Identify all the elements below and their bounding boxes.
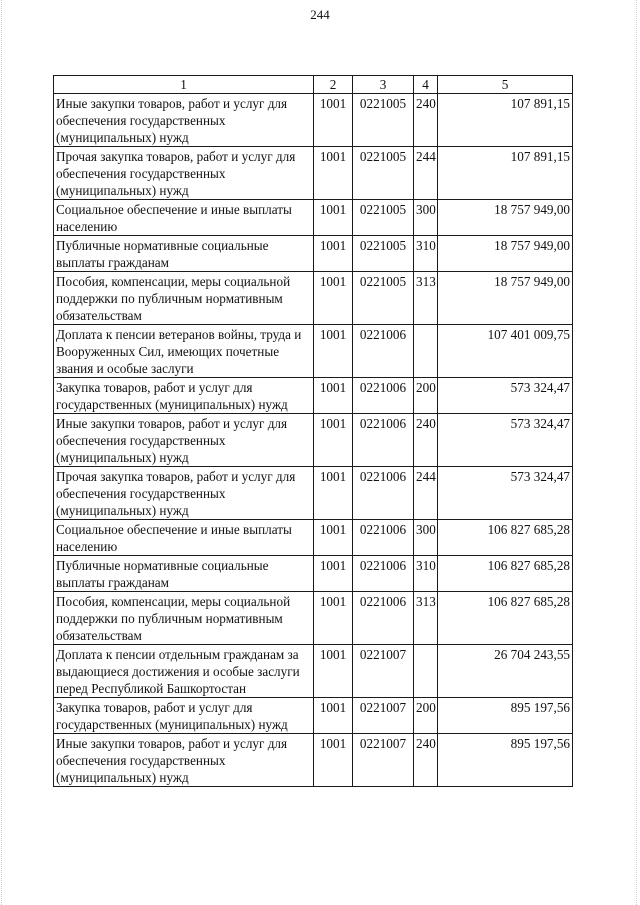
row-vid-cell: 313 xyxy=(414,272,438,325)
row-target-cell: 0221005 xyxy=(353,272,414,325)
row-target-cell: 0221007 xyxy=(353,734,414,787)
row-vid-cell: 300 xyxy=(414,200,438,236)
row-name-cell: Иные закупки товаров, работ и услуг для обеспечения государственных (муниципальных) нужд xyxy=(54,414,314,467)
row-amount-cell: 573 324,47 xyxy=(438,378,573,414)
table-body xyxy=(54,94,573,787)
table-row xyxy=(54,520,573,556)
row-amount-cell: 895 197,56 xyxy=(438,734,573,787)
table-row xyxy=(54,556,573,592)
row-target-cell: 0221006 xyxy=(353,592,414,645)
row-vid-cell: 300 xyxy=(414,520,438,556)
table-row xyxy=(54,467,573,520)
row-amount-cell: 106 827 685,28 xyxy=(438,520,573,556)
row-name-cell: Доплата к пенсии отдельным гражданам за выдающиеся достижения и особые заслуги перед Республикой Башкортостан xyxy=(54,645,314,698)
row-target-cell: 0221006 xyxy=(353,467,414,520)
row-amount-cell: 895 197,56 xyxy=(438,698,573,734)
row-vid-cell: 240 xyxy=(414,94,438,147)
row-name-cell: Социальное обеспечение и иные выплаты населению xyxy=(54,200,314,236)
row-target-cell: 0221006 xyxy=(353,520,414,556)
header-col-4: 4 xyxy=(414,76,438,94)
row-section-cell: 1001 xyxy=(314,520,353,556)
row-target-cell: 0221005 xyxy=(353,94,414,147)
row-target-cell: 0221007 xyxy=(353,698,414,734)
table-row xyxy=(54,698,573,734)
row-vid-cell: 240 xyxy=(414,734,438,787)
row-name-cell: Пособия, компенсации, меры социальной поддержки по публичным нормативным обязательствам xyxy=(54,592,314,645)
row-name-cell: Публичные нормативные социальные выплаты гражданам xyxy=(54,236,314,272)
row-section-cell: 1001 xyxy=(314,556,353,592)
row-name-cell: Публичные нормативные социальные выплаты гражданам xyxy=(54,556,314,592)
table-row xyxy=(54,378,573,414)
row-amount-cell: 18 757 949,00 xyxy=(438,236,573,272)
budget-table xyxy=(53,75,573,787)
row-name-cell: Прочая закупка товаров, работ и услуг для обеспечения государственных (муниципальных) нужд xyxy=(54,467,314,520)
row-amount-cell: 573 324,47 xyxy=(438,467,573,520)
row-target-cell: 0221005 xyxy=(353,200,414,236)
row-amount-cell: 18 757 949,00 xyxy=(438,200,573,236)
table-row xyxy=(54,325,573,378)
row-vid-cell: 313 xyxy=(414,592,438,645)
row-target-cell: 0221006 xyxy=(353,378,414,414)
row-target-cell: 0221006 xyxy=(353,325,414,378)
row-section-cell: 1001 xyxy=(314,378,353,414)
scan-edge-right xyxy=(636,0,638,905)
row-name-cell: Иные закупки товаров, работ и услуг для обеспечения государственных (муниципальных) нужд xyxy=(54,94,314,147)
header-col-5: 5 xyxy=(438,76,573,94)
table-row xyxy=(54,236,573,272)
row-name-cell: Социальное обеспечение и иные выплаты населению xyxy=(54,520,314,556)
row-section-cell: 1001 xyxy=(314,200,353,236)
row-vid-cell: 240 xyxy=(414,414,438,467)
row-vid-cell xyxy=(414,325,438,378)
row-section-cell: 1001 xyxy=(314,467,353,520)
table-row xyxy=(54,147,573,200)
row-name-cell: Пособия, компенсации, меры социальной поддержки по публичным нормативным обязательствам xyxy=(54,272,314,325)
header-col-2: 2 xyxy=(314,76,353,94)
page-number: 244 xyxy=(310,7,330,22)
scan-edge-left xyxy=(1,0,3,905)
row-amount-cell: 106 827 685,28 xyxy=(438,592,573,645)
row-section-cell: 1001 xyxy=(314,147,353,200)
row-amount-cell: 573 324,47 xyxy=(438,414,573,467)
row-name-cell: Закупка товаров, работ и услуг для государственных (муниципальных) нужд xyxy=(54,378,314,414)
table-row xyxy=(54,200,573,236)
row-vid-cell: 310 xyxy=(414,236,438,272)
table-row xyxy=(54,734,573,787)
row-section-cell: 1001 xyxy=(314,236,353,272)
row-amount-cell: 107 891,15 xyxy=(438,147,573,200)
header-col-1: 1 xyxy=(54,76,314,94)
row-amount-cell: 106 827 685,28 xyxy=(438,556,573,592)
row-section-cell: 1001 xyxy=(314,94,353,147)
header-col-3: 3 xyxy=(353,76,414,94)
table-header xyxy=(54,76,573,94)
table-row xyxy=(54,94,573,147)
row-section-cell: 1001 xyxy=(314,325,353,378)
row-vid-cell: 244 xyxy=(414,467,438,520)
row-section-cell: 1001 xyxy=(314,414,353,467)
row-target-cell: 0221006 xyxy=(353,556,414,592)
row-vid-cell: 244 xyxy=(414,147,438,200)
row-target-cell: 0221005 xyxy=(353,147,414,200)
row-vid-cell: 310 xyxy=(414,556,438,592)
row-target-cell: 0221006 xyxy=(353,414,414,467)
row-section-cell: 1001 xyxy=(314,645,353,698)
row-target-cell: 0221005 xyxy=(353,236,414,272)
table-row xyxy=(54,592,573,645)
row-section-cell: 1001 xyxy=(314,698,353,734)
row-section-cell: 1001 xyxy=(314,272,353,325)
row-target-cell: 0221007 xyxy=(353,645,414,698)
row-vid-cell: 200 xyxy=(414,698,438,734)
row-name-cell: Иные закупки товаров, работ и услуг для обеспечения государственных (муниципальных) нужд xyxy=(54,734,314,787)
table-row xyxy=(54,645,573,698)
row-vid-cell xyxy=(414,645,438,698)
header-row xyxy=(54,76,573,94)
row-name-cell: Доплата к пенсии ветеранов войны, труда и Вооруженных Сил, имеющих почетные звания и особые заслуги xyxy=(54,325,314,378)
row-amount-cell: 18 757 949,00 xyxy=(438,272,573,325)
row-vid-cell: 200 xyxy=(414,378,438,414)
row-name-cell: Прочая закупка товаров, работ и услуг для обеспечения государственных (муниципальных) нужд xyxy=(54,147,314,200)
row-section-cell: 1001 xyxy=(314,592,353,645)
row-amount-cell: 107 891,15 xyxy=(438,94,573,147)
row-amount-cell: 26 704 243,55 xyxy=(438,645,573,698)
row-name-cell: Закупка товаров, работ и услуг для государственных (муниципальных) нужд xyxy=(54,698,314,734)
table-row xyxy=(54,414,573,467)
row-amount-cell: 107 401 009,75 xyxy=(438,325,573,378)
row-section-cell: 1001 xyxy=(314,734,353,787)
table-row xyxy=(54,272,573,325)
